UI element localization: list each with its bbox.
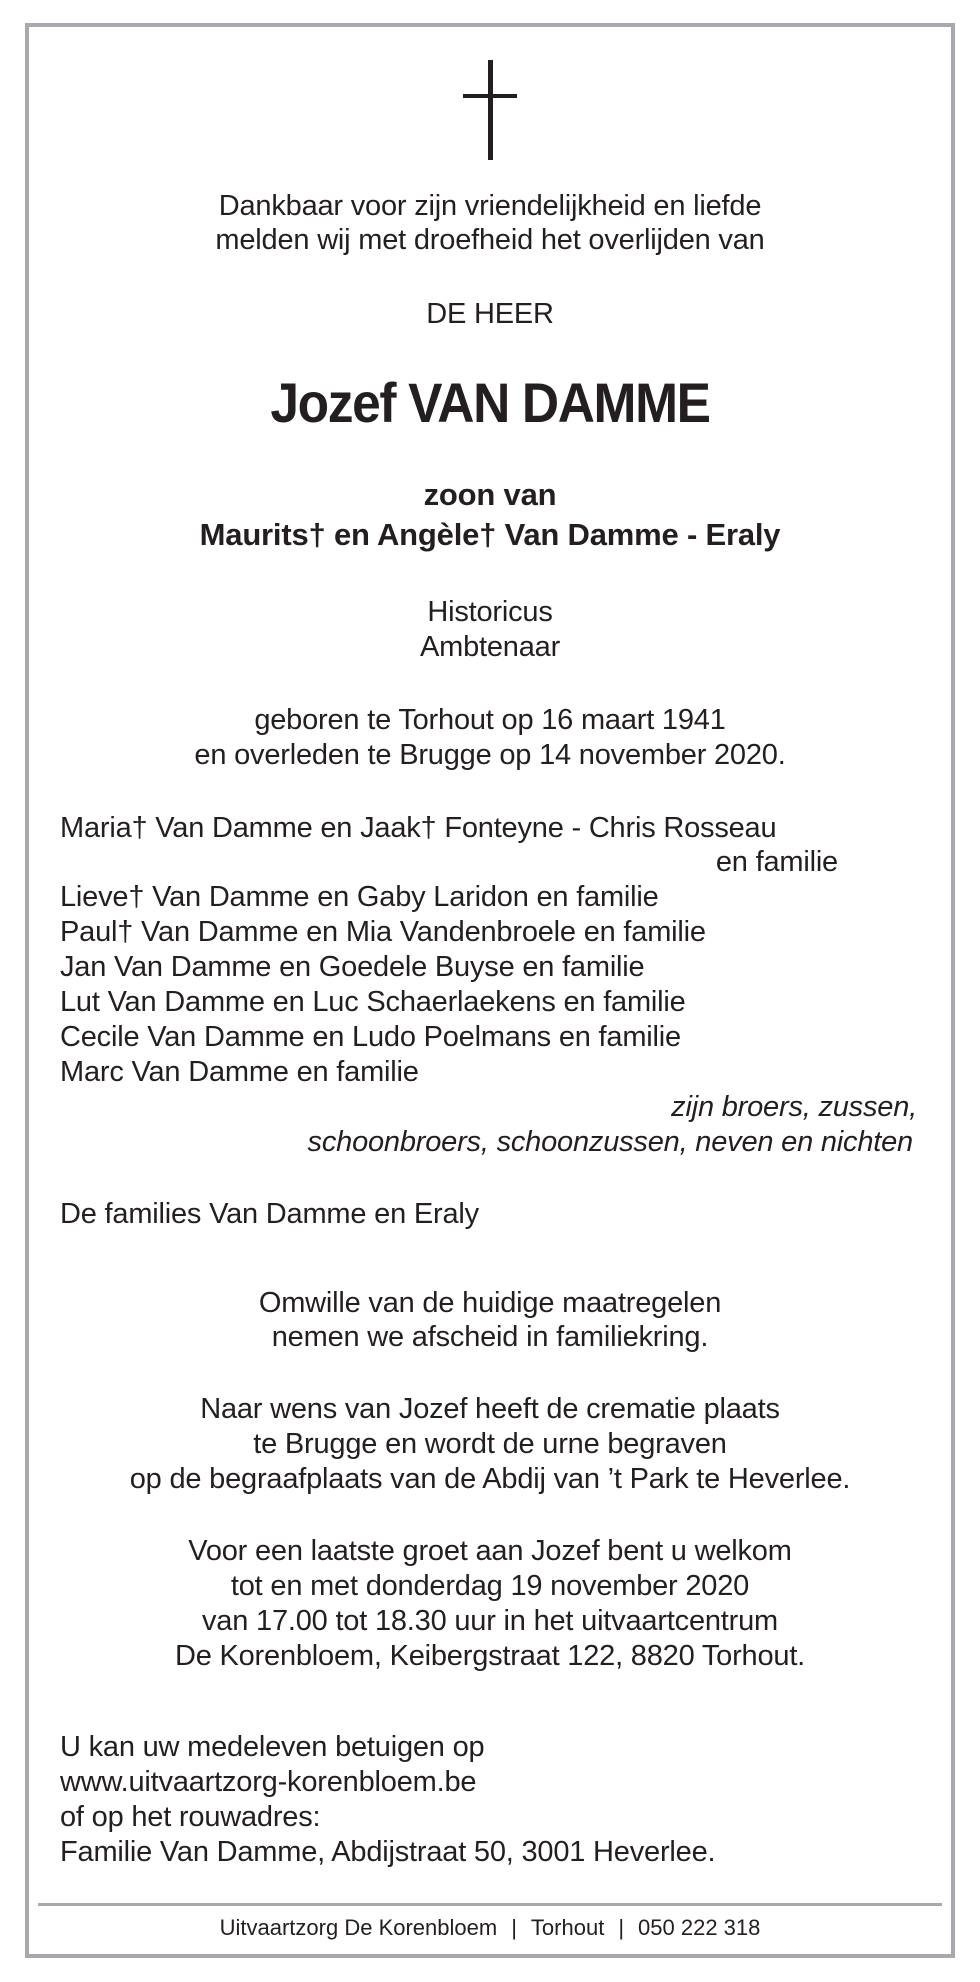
parents-line-1: zoon van	[423, 477, 557, 512]
sibling-line-4: Jan Van Damme en Goedele Buyse en familie	[60, 951, 645, 983]
birth-line: geboren te Torhout op 16 maart 1941	[254, 704, 726, 736]
cremation-line-3: op de begraafplaats van de Abdij van ’t Park te Heverlee.	[129, 1463, 851, 1495]
death-line: en overleden te Brugge op 14 november 2020.	[194, 739, 786, 771]
sibling-line-3: Paul† Van Damme en Mia Vandenbroele en familie	[60, 916, 706, 948]
visitation-line-4: De Korenbloem, Keibergstraat 122, 8820 Torhout.	[174, 1640, 806, 1672]
condolence-address: Familie Van Damme, Abdijstraat 50, 3001 Heverlee.	[60, 1836, 716, 1868]
relation-line-1: zijn broers, zussen,	[671, 1091, 917, 1123]
families-line: De families Van Damme en Eraly	[60, 1198, 479, 1230]
sibling-line-5: Lut Van Damme en Luc Schaerlaekens en familie	[60, 986, 686, 1018]
footer-separator-1: |	[511, 1915, 517, 1940]
measures-line-2: nemen we afscheid in familiekring.	[271, 1321, 709, 1353]
sibling-line-1-cont: en familie	[715, 846, 838, 878]
deceased-name: Jozef VAN DAMME	[270, 371, 710, 434]
occupation-1: Historicus	[427, 596, 553, 628]
intro-line-2: melden wij met droefheid het overlijden van	[215, 224, 765, 256]
condolence-website: www.uitvaartzorg-korenbloem.be	[60, 1766, 477, 1798]
visitation-line-3: van 17.00 tot 18.30 uur in het uitvaartcentrum	[202, 1605, 778, 1637]
visitation-line-2: tot en met donderdag 19 november 2020	[230, 1570, 750, 1602]
salutation: DE HEER	[426, 298, 554, 330]
parents-line-2: Maurits† en Angèle† Van Damme - Eraly	[199, 517, 781, 552]
condolence-line-3: of op het rouwadres:	[60, 1801, 321, 1833]
cremation-line-2: te Brugge en wordt de urne begraven	[253, 1428, 727, 1460]
occupation-2: Ambtenaar	[419, 631, 561, 663]
measures-line-1: Omwille van de huidige maatregelen	[258, 1287, 722, 1319]
footer-company: Uitvaartzorg De Korenbloem	[219, 1915, 498, 1940]
relation-line-2: schoonbroers, schoonzussen, neven en nichten	[307, 1126, 913, 1158]
sibling-line-1: Maria† Van Damme en Jaak† Fonteyne - Chris Rosseau	[60, 812, 777, 844]
footer-separator-2: |	[618, 1915, 625, 1940]
footer	[40, 1914, 940, 1942]
intro-line-1: Dankbaar voor zijn vriendelijkheid en liefde	[218, 190, 762, 222]
visitation-line-1: Voor een laatste groet aan Jozef bent u welkom	[188, 1535, 792, 1567]
sibling-line-6: Cecile Van Damme en Ludo Poelmans en familie	[60, 1021, 681, 1053]
cross-icon	[463, 60, 517, 160]
sibling-line-2: Lieve† Van Damme en Gaby Laridon en familie	[60, 881, 659, 913]
footer-phone: 050 222 318	[638, 1915, 761, 1940]
footer-town: Torhout	[530, 1915, 605, 1940]
sibling-line-7: Marc Van Damme en familie	[60, 1056, 419, 1088]
cremation-line-1: Naar wens van Jozef heeft de crematie plaats	[200, 1393, 780, 1425]
condolence-line-1: U kan uw medeleven betuigen op	[60, 1731, 485, 1763]
footer-divider	[38, 1903, 942, 1906]
